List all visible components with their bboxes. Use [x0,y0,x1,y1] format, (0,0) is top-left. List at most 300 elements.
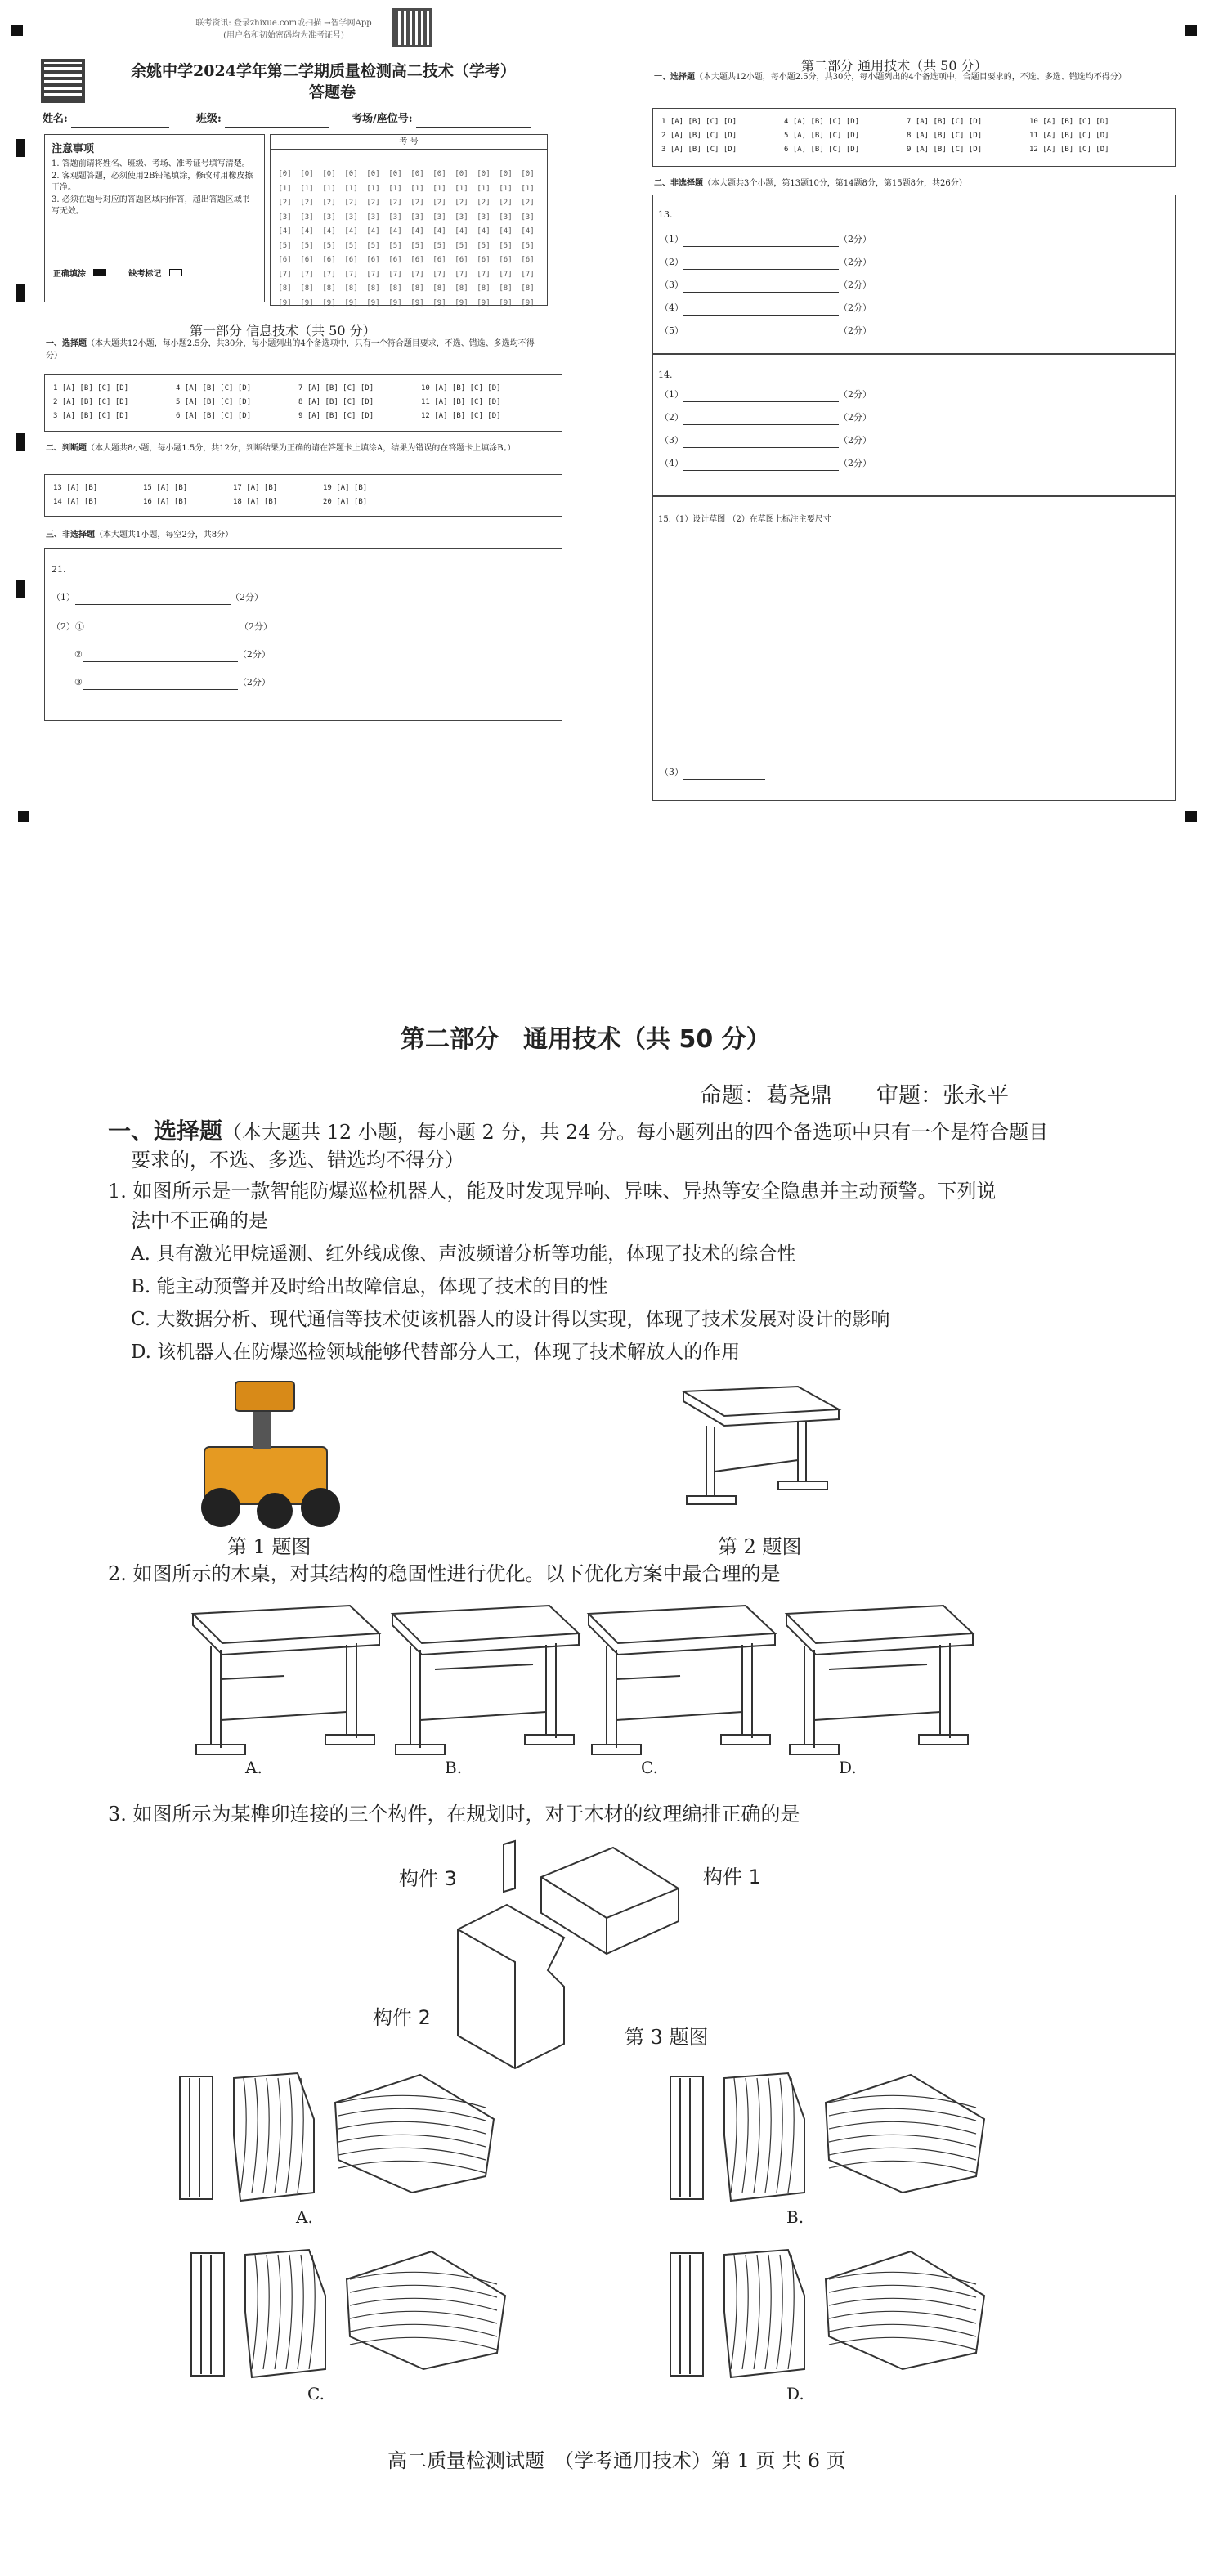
answer-blank[interactable] [683,401,839,402]
digit-bubble[interactable]: [6] [455,256,468,264]
digit-bubble[interactable]: [9] [300,298,314,307]
digit-bubble[interactable]: [3] [366,213,380,222]
answer-score: （2分） [839,389,871,400]
choice-item[interactable]: 12 [A] [B] [C] [D] [1029,146,1109,154]
field-name [43,111,169,128]
digit-bubble[interactable]: [2] [455,199,468,207]
digit-bubble[interactable]: [1] [499,184,513,193]
digit-row [274,297,539,311]
digit-bubble[interactable]: [3] [455,213,468,222]
q21-line-1[interactable] [52,591,263,605]
digit-bubble[interactable]: [8] [344,284,358,293]
q21-score-1: （2分） [231,592,263,603]
q21-blank-3[interactable] [83,661,238,662]
choice-row [661,129,1167,143]
field-class [196,111,329,128]
answer-line-label: （2） [660,412,683,423]
choice-item[interactable]: 2 [A] [B] [C] [D] [661,132,737,140]
part1-title: 第一部分 信息技术（共 50 分） [190,323,376,338]
choice-item[interactable]: 20 [A] [B] [323,498,368,506]
digit-bubble[interactable]: [3] [410,213,424,222]
digit-bubble[interactable]: [7] [477,270,491,279]
part1-nonchoice-heading [46,530,233,542]
section-desc-2: 要求的，不选、多选、错选均不得分） [131,1149,464,1172]
choice-item[interactable]: 15 [A] [B] [143,484,188,492]
digit-bubble[interactable]: [8] [477,284,491,293]
digit-bubble[interactable]: [8] [499,284,513,293]
digit-grid[interactable] [274,168,539,311]
answer-line-label: （4） [660,458,683,468]
digit-bubble[interactable]: [7] [322,270,336,279]
q21-blank-1[interactable] [75,604,231,605]
q21-line-4-label: ③ [74,677,83,688]
digit-bubble[interactable]: [0] [499,170,513,178]
answer-line[interactable] [660,388,871,402]
fill-absent-box[interactable] [169,269,182,276]
digit-bubble[interactable]: [5] [521,241,535,250]
choice-item[interactable]: 7 [A] [B] [C] [D] [907,118,983,126]
digit-bubble[interactable]: [6] [388,256,402,264]
digit-bubble[interactable]: [9] [477,298,491,307]
digit-bubble[interactable]: [5] [455,241,468,250]
part2-choice-box [652,108,1176,167]
digit-bubble[interactable]: [8] [410,284,424,293]
choice-item[interactable]: 11 [A] [B] [C] [D] [421,398,501,406]
choice-item[interactable]: 18 [A] [B] [233,498,278,506]
choice-item[interactable]: 2 [A] [B] [C] [D] [53,398,129,406]
side-mark-3 [16,433,25,451]
part1-nonchoice-label: 三、非选择题 [46,531,95,540]
digit-bubble[interactable]: [3] [344,213,358,222]
field-seat [352,111,531,128]
q2-option-label[interactable]: D. [839,1758,857,1777]
part1-judge-desc: （本大题共8小题，每小题1.5分，共12分，判断结果为正确的请在答题卡上填涂A，结果为错误的在答题卡上填涂B。） [87,444,516,453]
digit-bubble[interactable]: [9] [455,298,468,307]
choice-row [661,143,1167,157]
q3-option-label[interactable]: D. [786,2384,804,2404]
choice-item[interactable]: 1 [A] [B] [C] [D] [53,384,129,392]
digit-bubble[interactable]: [0] [322,170,336,178]
digit-bubble[interactable]: [3] [388,213,402,222]
choice-item[interactable]: 19 [A] [B] [323,484,368,492]
digit-bubble[interactable]: [6] [410,256,424,264]
digit-row [274,253,539,268]
q1-line1: 1. 如图所示是一款智能防爆巡检机器人，能及时发现异响、异味、异热等安全隐患并主动预警。下列说 [108,1180,997,1203]
answer-line-label: （3） [660,280,683,290]
answer-score: （2分） [839,257,871,267]
part1-choice-heading [46,338,544,362]
digit-bubble[interactable]: [2] [521,199,535,207]
digit-bubble[interactable]: [2] [410,199,424,207]
q3-grain-option [665,2070,1009,2209]
digit-bubble[interactable]: [4] [322,227,336,235]
digit-bubble[interactable]: [5] [300,241,314,250]
digit-bubble[interactable]: [7] [432,270,446,279]
choice-item[interactable]: 11 [A] [B] [C] [D] [1029,132,1109,140]
digit-bubble[interactable]: [5] [344,241,358,250]
digit-bubble[interactable]: [4] [388,227,402,235]
part1-choice-desc: （本大题共12小题，每小题2.5分，共30分，每小题列出的4个备选项中，只有一个符合题目要求，不选、错选、多选均不得分） [46,339,535,361]
exam-no-label: 考 号 [271,135,547,150]
digit-row [274,225,539,240]
digit-row [274,211,539,226]
digit-bubble[interactable]: [4] [366,227,380,235]
part1-choice-rows[interactable] [53,382,553,423]
answer-line[interactable] [660,411,871,425]
digit-bubble[interactable]: [0] [455,170,468,178]
digit-bubble[interactable]: [3] [521,213,535,222]
digit-bubble[interactable]: [5] [499,241,513,250]
robot-wheel-3 [301,1488,340,1527]
digit-bubble[interactable]: [6] [521,256,535,264]
choice-item[interactable]: 10 [A] [B] [C] [D] [421,384,501,392]
q14-box [652,353,1176,497]
digit-bubble[interactable]: [3] [300,213,314,222]
q21-line-3-label: ② [74,649,83,660]
q21-score-3: （2分） [237,649,271,660]
digit-bubble[interactable]: [1] [278,184,292,193]
notice-item-3: 3. 必须在题号对应的答题区域内作答，超出答题区域书写无效。 [52,195,250,216]
digit-bubble[interactable]: [1] [300,184,314,193]
fig2-caption: 第 2 题图 [718,1535,802,1558]
answer-line[interactable] [660,302,871,316]
part1-choice-label: 一、选择题 [46,339,87,348]
digit-row [274,240,539,254]
part2-choice-desc: （本大题共12小题，每小题2.5分，共30分，每小题列出的4个备选项中，合题目要求的，不选、多选、错选均不得分） [695,73,1127,82]
part2-nonchoice-heading [654,178,967,190]
q21-line-2[interactable] [52,620,272,634]
digit-bubble[interactable]: [3] [477,213,491,222]
part1-judge-box [44,474,562,517]
q21-blank-4[interactable] [83,689,238,690]
q15-blank[interactable] [683,779,765,780]
digit-bubble[interactable]: [7] [278,270,292,279]
q15-box [652,495,1176,801]
choice-item[interactable]: 12 [A] [B] [C] [D] [421,412,501,420]
choice-item[interactable]: 6 [A] [B] [C] [D] [176,412,252,420]
q15-part3-label: （3） [660,767,683,777]
digit-bubble[interactable]: [4] [521,227,535,235]
digit-bubble[interactable]: [2] [432,199,446,207]
digit-bubble[interactable]: [2] [300,199,314,207]
answer-score: （2分） [839,234,871,244]
digit-bubble[interactable]: [2] [499,199,513,207]
digit-bubble[interactable]: [4] [300,227,314,235]
side-mark-4 [16,580,25,598]
choice-item[interactable]: 4 [A] [B] [C] [D] [784,118,860,126]
choice-item[interactable]: 7 [A] [B] [C] [D] [298,384,374,392]
digit-bubble[interactable]: [0] [388,170,402,178]
digit-bubble[interactable]: [6] [366,256,380,264]
section-desc-1: （本大题共 12 小题，每小题 2 分，共 24 分。每小题列出的四个备选项中只有一个是符合题目 [222,1121,1049,1144]
label-part2: 构件 2 [373,2006,431,2029]
digit-bubble[interactable]: [1] [388,184,402,193]
seat-blank[interactable] [416,127,531,128]
digit-bubble[interactable]: [7] [300,270,314,279]
side-mark-2 [16,284,25,302]
digit-bubble[interactable]: [8] [300,284,314,293]
digit-bubble[interactable]: [9] [521,298,535,307]
digit-bubble[interactable]: [9] [278,298,292,307]
digit-bubble[interactable]: [9] [344,298,358,307]
digit-bubble[interactable]: [3] [432,213,446,222]
q2-table-option [582,1597,778,1761]
q3-grain-option [186,2247,530,2386]
digit-bubble[interactable]: [2] [477,199,491,207]
digit-bubble[interactable]: [9] [322,298,336,307]
choice-item[interactable]: 10 [A] [B] [C] [D] [1029,118,1109,126]
q21-number: 21. [52,564,66,575]
answer-line-label: （1） [660,389,683,400]
digit-bubble[interactable]: [8] [521,284,535,293]
answer-blank[interactable] [683,269,839,270]
digit-bubble[interactable]: [4] [278,227,292,235]
part2-choice-rows[interactable] [661,115,1167,157]
answer-blank[interactable] [683,424,839,425]
field-name-label: 姓名: [43,113,68,125]
choice-item[interactable]: 13 [A] [B] [53,484,98,492]
digit-bubble[interactable]: [8] [432,284,446,293]
digit-bubble[interactable]: [1] [366,184,380,193]
digit-bubble[interactable]: [9] [410,298,424,307]
notice-line1: 联考资讯: 登录zhixue.com或扫描 →智学网App [195,19,372,28]
answer-line[interactable] [660,233,871,247]
digit-bubble[interactable]: [4] [499,227,513,235]
digit-bubble[interactable]: [2] [366,199,380,207]
part2-nonchoice-desc: （本大题共3个小题，第13题10分，第14题8分，第15题8分，共26分） [703,179,967,188]
choice-item[interactable]: 1 [A] [B] [C] [D] [661,118,737,126]
q1-option-a[interactable]: A. 具有激光甲烷遥测、红外线成像、声波频谱分析等功能，体现了技术的综合性 [131,1243,796,1265]
digit-bubble[interactable]: [0] [432,170,446,178]
choice-item[interactable]: 14 [A] [B] [53,498,98,506]
part2-nonchoice-label: 二、非选择题 [654,179,703,188]
digit-bubble[interactable]: [9] [388,298,402,307]
digit-bubble[interactable]: [1] [410,184,424,193]
digit-bubble[interactable]: [9] [499,298,513,307]
answer-line[interactable] [660,256,871,270]
digit-bubble[interactable]: [4] [477,227,491,235]
q21-box [44,548,562,721]
digit-bubble[interactable]: [1] [455,184,468,193]
part2-shape [458,1905,564,2068]
answer-line[interactable] [660,457,871,471]
digit-row [274,282,539,297]
answer-line[interactable] [660,279,871,293]
answer-blank[interactable] [683,470,839,471]
robot-head [235,1382,294,1411]
digit-bubble[interactable]: [2] [278,199,292,207]
part1-edge [541,1877,679,1918]
digit-bubble[interactable]: [2] [344,199,358,207]
class-blank[interactable] [225,127,329,128]
answer-blank[interactable] [683,246,839,247]
paper-title: 第二部分 通用技术（共 50 分） [401,1025,771,1054]
q3-option-label[interactable]: A. [296,2207,313,2227]
q2-option-label[interactable]: A. [245,1758,262,1777]
table-foot-2 [778,1481,827,1490]
digit-bubble[interactable]: [5] [432,241,446,250]
answer-blank[interactable] [683,315,839,316]
digit-bubble[interactable]: [6] [432,256,446,264]
digit-bubble[interactable]: [0] [366,170,380,178]
digit-bubble[interactable]: [4] [410,227,424,235]
choice-item[interactable]: 5 [A] [B] [C] [D] [784,132,860,140]
part1-judge-rows[interactable] [53,482,553,509]
digit-bubble[interactable]: [9] [366,298,380,307]
q14-number: 14. [658,370,673,380]
digit-bubble[interactable]: [7] [344,270,358,279]
label-part3: 构件 3 [399,1867,457,1890]
digit-bubble[interactable]: [3] [322,213,336,222]
choice-item[interactable]: 9 [A] [B] [C] [D] [907,146,983,154]
sheet-title: 余姚中学2024学年第二学期质量检测高二技术（学考） [131,62,516,80]
fig3-caption: 第 3 题图 [625,2026,709,2049]
choice-row [661,115,1167,129]
side-mark-1 [16,139,25,157]
digit-bubble[interactable]: [6] [278,256,292,264]
digit-bubble[interactable]: [4] [344,227,358,235]
part1-judge-label: 二、判断题 [46,444,87,453]
digit-bubble[interactable]: [6] [499,256,513,264]
answer-score: （2分） [839,325,871,336]
answer-score: （2分） [839,302,871,313]
digit-bubble[interactable]: [0] [410,170,424,178]
q13-box [652,195,1176,355]
q3-grain-option [175,2070,518,2209]
digit-bubble[interactable]: [7] [410,270,424,279]
q21-score-2: （2分） [240,621,272,632]
digit-bubble[interactable]: [2] [388,199,402,207]
q15-part3[interactable] [660,766,765,780]
digit-bubble[interactable]: [8] [322,284,336,293]
digit-bubble[interactable]: [6] [322,256,336,264]
robot-figure [190,1375,353,1530]
choice-item[interactable]: 9 [A] [B] [C] [D] [298,412,374,420]
choice-item[interactable]: 3 [A] [B] [C] [D] [661,146,737,154]
choice-item[interactable]: 4 [A] [B] [C] [D] [176,384,252,392]
q1-line2: 法中不正确的是 [131,1209,268,1232]
digit-bubble[interactable]: [7] [499,270,513,279]
q21-line-4[interactable] [74,676,271,690]
digit-row [274,196,539,211]
choice-item[interactable]: 5 [A] [B] [C] [D] [176,398,252,406]
label-part1: 构件 1 [703,1866,761,1888]
sheet-subtitle: 答题卷 [309,83,356,101]
digit-bubble[interactable]: [0] [344,170,358,178]
answer-blank[interactable] [683,447,839,448]
notice-item-1: 1. 答题前请将姓名、班级、考场、准考证号填写清楚。 [52,159,250,168]
answer-line[interactable] [660,434,871,448]
digit-bubble[interactable]: [0] [477,170,491,178]
choice-item[interactable]: 16 [A] [B] [143,498,188,506]
digit-bubble[interactable]: [6] [344,256,358,264]
answer-line-label: （3） [660,435,683,446]
digit-bubble[interactable]: [0] [521,170,535,178]
fill-absent-label: 缺考标记 [128,270,162,279]
q21-line-1-label: （1） [52,592,75,603]
q2-option-label[interactable]: C. [641,1758,658,1777]
digit-bubble[interactable]: [0] [278,170,292,178]
name-blank[interactable] [71,127,169,128]
digit-bubble[interactable]: [1] [477,184,491,193]
section-label: 一、选择题 [108,1118,223,1145]
digit-bubble[interactable]: [6] [300,256,314,264]
page-footer: 高二质量检测试题 （学考通用技术）第 1 页 共 6 页 [387,2449,846,2472]
digit-bubble[interactable]: [1] [432,184,446,193]
mark-br [1185,811,1197,822]
choice-row [53,396,553,410]
paper-authors: 命题：葛尧鼎 审题：张永平 [700,1083,1009,1109]
choice-item[interactable]: 8 [A] [B] [C] [D] [907,132,983,140]
q2-table-option [780,1597,976,1761]
q21-line-2-label: （2）① [52,621,84,632]
answer-score: （2分） [839,458,871,468]
digit-bubble[interactable]: [2] [322,199,336,207]
notice-line2: (用户名和初始密码均为准考证号) [223,30,344,40]
part2-choice-heading [654,72,1169,84]
q2-table-option [186,1597,383,1761]
digit-bubble[interactable]: [5] [278,241,292,250]
answer-line-label: （2） [660,257,683,267]
digit-bubble[interactable]: [1] [322,184,336,193]
digit-bubble[interactable]: [7] [455,270,468,279]
digit-bubble[interactable]: [4] [432,227,446,235]
digit-bubble[interactable]: [5] [322,241,336,250]
answer-score: （2分） [839,435,871,446]
digit-bubble[interactable]: [7] [521,270,535,279]
notice-box [44,134,265,302]
digit-bubble[interactable]: [8] [388,284,402,293]
choice-item[interactable]: 8 [A] [B] [C] [D] [298,398,374,406]
q3-option-label[interactable]: C. [307,2384,325,2404]
q1-option-c[interactable]: C. 大数据分析、现代通信等技术使该机器人的设计得以实现，体现了技术发展对设计的影响 [131,1309,890,1330]
mark-tl [11,25,23,36]
digit-bubble[interactable]: [8] [366,284,380,293]
digit-bubble[interactable]: [7] [366,270,380,279]
digit-bubble[interactable]: [3] [499,213,513,222]
digit-bubble[interactable]: [6] [477,256,491,264]
answer-blank[interactable] [683,292,839,293]
digit-bubble[interactable]: [1] [344,184,358,193]
mark-tr [1185,25,1197,36]
choice-item[interactable]: 6 [A] [B] [C] [D] [784,146,860,154]
fig1-caption: 第 1 题图 [227,1535,311,1558]
part2-choice-label: 一、选择题 [654,73,695,82]
q1-option-b[interactable]: B. 能主动预警并及时给出故障信息，体现了技术的目的性 [131,1276,608,1297]
digit-bubble[interactable]: [8] [278,284,292,293]
digit-bubble[interactable]: [9] [432,298,446,307]
digit-bubble[interactable]: [4] [455,227,468,235]
digit-bubble[interactable]: [3] [278,213,292,222]
digit-bubble[interactable]: [5] [477,241,491,250]
q21-line-3[interactable] [74,648,271,662]
digit-bubble[interactable]: [0] [300,170,314,178]
digit-bubble[interactable]: [5] [366,241,380,250]
digit-bubble[interactable]: [5] [388,241,402,250]
digit-bubble[interactable]: [8] [455,284,468,293]
q1-option-d[interactable]: D. 该机器人在防爆巡检领域能够代替部分人工，体现了技术解放人的作用 [131,1342,741,1363]
digit-bubble[interactable]: [1] [521,184,535,193]
choice-item[interactable]: 3 [A] [B] [C] [D] [53,412,129,420]
digit-row [274,168,539,182]
q2-option-label[interactable]: B. [445,1758,463,1777]
digit-bubble[interactable]: [5] [410,241,424,250]
q3-option-label[interactable]: B. [786,2207,804,2227]
choice-item[interactable]: 17 [A] [B] [233,484,278,492]
answer-line[interactable] [660,325,871,338]
digit-bubble[interactable]: [7] [388,270,402,279]
answer-score: （2分） [839,280,871,290]
